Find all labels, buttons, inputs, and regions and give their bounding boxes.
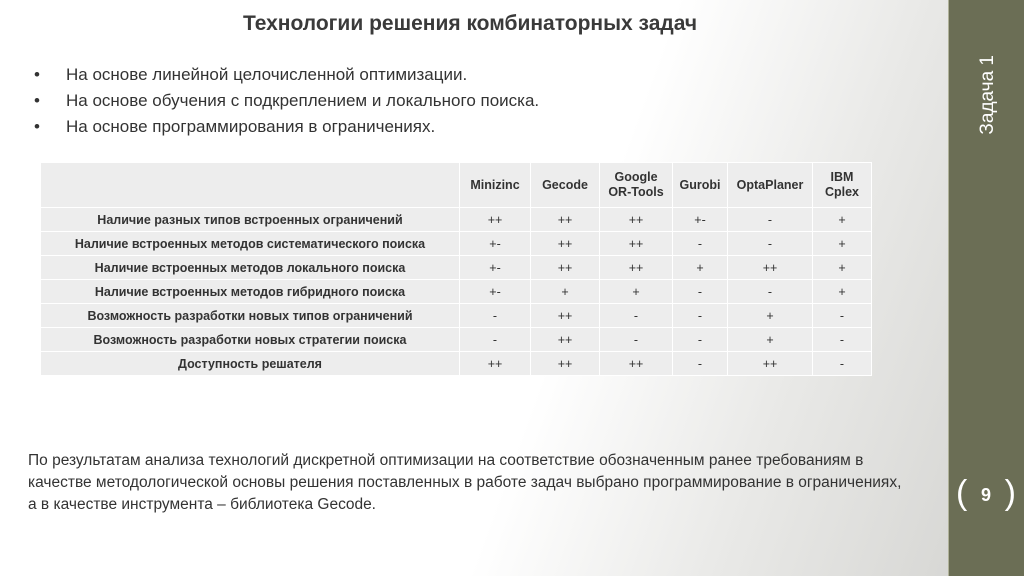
value-cell: -: [813, 304, 872, 328]
value-cell: +: [813, 232, 872, 256]
value-cell: -: [673, 352, 728, 376]
value-cell: +: [728, 304, 813, 328]
value-cell: +: [531, 280, 600, 304]
value-cell: +: [728, 328, 813, 352]
value-cell: -: [728, 208, 813, 232]
feature-cell: Наличие разных типов встроенных ограничений: [41, 208, 460, 232]
value-cell: ++: [531, 208, 600, 232]
value-cell: ++: [728, 352, 813, 376]
value-cell: -: [673, 232, 728, 256]
value-cell: ++: [531, 328, 600, 352]
feature-cell: Наличие встроенных методов систематического поиска: [41, 232, 460, 256]
value-cell: -: [600, 328, 673, 352]
band-divider: [948, 0, 949, 576]
value-cell: +-: [673, 208, 728, 232]
bullet-dot: •: [34, 65, 40, 84]
column-header: Google OR-Tools: [600, 163, 673, 208]
value-cell: ++: [600, 256, 673, 280]
bullet-text: На основе линейной целочисленной оптимизации.: [66, 65, 468, 84]
table-row: [41, 304, 872, 328]
bracket-right-icon: ): [1004, 474, 1016, 512]
value-cell: -: [460, 304, 531, 328]
bullet-item: [34, 88, 539, 114]
section-label-box: [976, 40, 1000, 150]
comparison-table: [40, 162, 872, 376]
value-cell: ++: [531, 352, 600, 376]
value-cell: +: [813, 280, 872, 304]
value-cell: +: [813, 256, 872, 280]
bullet-dot: •: [34, 91, 40, 110]
value-cell: ++: [531, 256, 600, 280]
value-cell: ++: [460, 208, 531, 232]
column-header: Gurobi: [673, 163, 728, 208]
value-cell: +-: [460, 256, 531, 280]
feature-cell: Наличие встроенных методов локального поиска: [41, 256, 460, 280]
table-row: [41, 208, 872, 232]
bullet-item: [34, 62, 539, 88]
value-cell: +: [673, 256, 728, 280]
value-cell: -: [460, 328, 531, 352]
value-cell: +: [600, 280, 673, 304]
section-label: Задача 1: [977, 55, 998, 135]
table-row: [41, 256, 872, 280]
conclusion-text: По результатам анализа технологий дискретной оптимизации на соответствие обозначенным ранее требованиям в качестве методологической основы решения поставленных в работе задач выбрано программирование в ограничениях, а в качестве инструмента – библиотека Gecode.: [28, 452, 902, 513]
feature-cell: Возможность разработки новых стратегии поиска: [41, 328, 460, 352]
table-row: [41, 352, 872, 376]
column-header: Minizinc: [460, 163, 531, 208]
bullet-dot: •: [34, 117, 40, 136]
value-cell: -: [813, 352, 872, 376]
value-cell: -: [728, 232, 813, 256]
feature-cell: Возможность разработки новых типов ограничений: [41, 304, 460, 328]
value-cell: +-: [460, 280, 531, 304]
value-cell: ++: [600, 352, 673, 376]
table-header-row: [41, 163, 872, 208]
value-cell: ++: [728, 256, 813, 280]
feature-cell: Доступность решателя: [41, 352, 460, 376]
bullet-text: На основе программирования в ограничениях.: [66, 117, 436, 136]
value-cell: -: [673, 304, 728, 328]
column-header: Gecode: [531, 163, 600, 208]
value-cell: ++: [531, 232, 600, 256]
bullet-item: [34, 114, 539, 140]
slide-title: Технологии решения комбинаторных задач: [242, 12, 698, 35]
value-cell: -: [813, 328, 872, 352]
column-header: OptaPlaner: [728, 163, 813, 208]
value-cell: +-: [460, 232, 531, 256]
value-cell: ++: [600, 208, 673, 232]
value-cell: -: [673, 280, 728, 304]
bullet-text: На основе обучения с подкреплением и локального поиска.: [66, 91, 540, 110]
bracket-left-icon: (: [956, 474, 968, 512]
table-row: [41, 328, 872, 352]
value-cell: +: [813, 208, 872, 232]
page-number: 9: [980, 484, 991, 505]
table-row: [41, 280, 872, 304]
header-empty-cell: [41, 163, 460, 208]
feature-cell: Наличие встроенных методов гибридного поиска: [41, 280, 460, 304]
column-header: IBM Cplex: [813, 163, 872, 208]
value-cell: -: [600, 304, 673, 328]
value-cell: ++: [460, 352, 531, 376]
value-cell: ++: [600, 232, 673, 256]
table-row: [41, 232, 872, 256]
value-cell: ++: [531, 304, 600, 328]
value-cell: -: [728, 280, 813, 304]
value-cell: -: [673, 328, 728, 352]
bullet-list: [34, 62, 539, 140]
page-number-box: [956, 467, 1016, 523]
